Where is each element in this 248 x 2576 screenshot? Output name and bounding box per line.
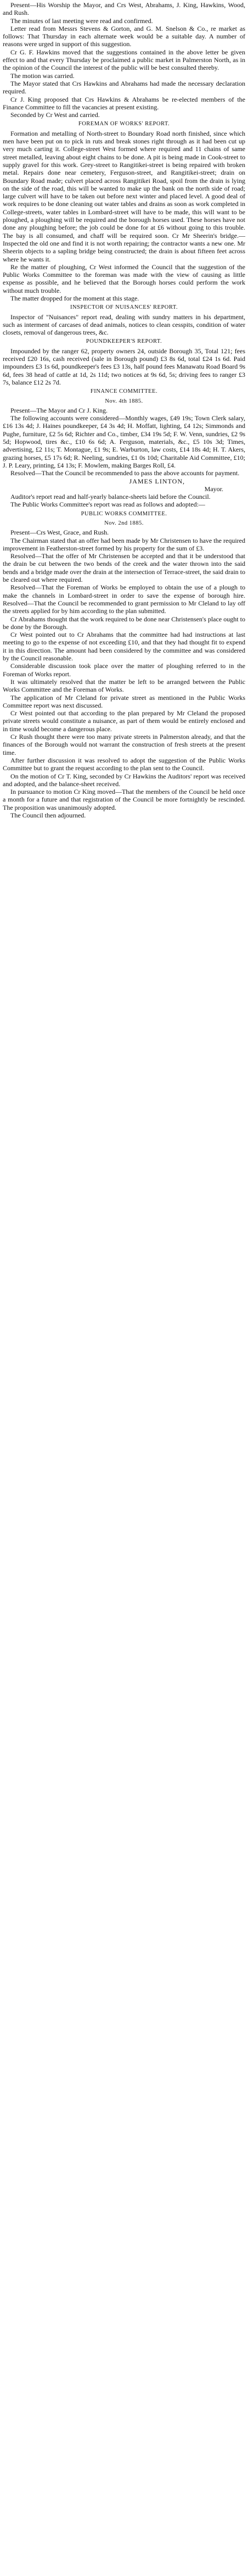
paragraph: Cr Rush thought there were too many private streets in Palmerston already, and that the finances of the Borough would not warrant the construction of fresh streets at the present time. [3, 733, 245, 756]
paragraph: Considerable discussion took place over the matter of ploughing referred to in the Foreman of Works report. [3, 662, 245, 678]
section-heading: Nov. 4th 1885. [105, 398, 143, 404]
paragraph: The Council then adjourned. [10, 811, 86, 819]
paragraph: The minutes of last meeting were read and confirmed. [10, 16, 153, 25]
paragraph: Present—Crs West, Grace, and Rush. [10, 528, 109, 537]
section-heading: INSPECTOR OF NUISANCES' REPORT. [70, 304, 178, 311]
paragraph: Resolved—That the Council be recommended to pass the above accounts for payment. [10, 469, 240, 477]
paragraph: It was ultimately resolved that the matter be left to be arranged between the Public Works Committee and the Foreman of Works. [3, 677, 245, 694]
paragraph: Present—The Mayor and Cr J. King. [10, 406, 108, 414]
paragraph: Present—His Worship the Mayor, and Crs West, Abrahams, J. King, Hawkins, Wood, and Rush. [3, 1, 245, 17]
section-heading: Nov. 2nd 1885. [104, 520, 144, 526]
paragraph: Cr G. F. Hawkins moved that the suggestions contained in the above letter be given effect to and that every Thursday be proclaimed a public market in Palmerston North, as in the opinion of the Council the interest of the public will be best consulted thereby. [3, 48, 245, 72]
section-heading: FOREMAN OF WORKS' REPORT. [78, 121, 170, 127]
paragraph: The application of Mr Cleland for private street as mentioned in the Public Works Committee report was next discussed. [3, 693, 245, 709]
paragraph: The following accounts were considered—Monthly wages, £49 19s; Town Clerk salary, £16 13s 4d; J. Haines poundkeeper, £4 3s 4d; H. Moffatt, lighting, £4 12s; Simmonds and Pughe, furniture, £2 5s 6d; Richter and Co., timber, £34 19s 5d; F. W. Venn, sundries, £2 9s 5d; Hopwood, tires &c., £10 6s 6d; A. Ferguson, materials, &c., £5 10s 3d; Times, advertising, £2 11s; T. Montague, £1 9s; E. Warburton, law costs, £14 18s 4d; H. T. Akers, grazing horses, £5 17s 6d; R. Neeling, sundries, £1 0s 10d; Charitable Aid Committee, £10; J. P. Leary, printing, £4 13s; F. Mowlem, making Barges Roll, £4. [3, 414, 245, 469]
section-heading: POUNDKEEPER'S REPORT. [86, 338, 162, 345]
paragraph: Cr Abrahams thought that the work required to be done near Christensen's place ought to be done by the Borough. [3, 615, 245, 631]
paragraph: Resolved—That the Foreman of Works be employed to obtain the use of a plough to make the channels in Lombard-street in order to save the expense of borough hire. Resolved—That the Council be recommended to grant permission to Mr Cleland to lay off the streets applied for by him according to the plan submitted. [3, 583, 245, 615]
paragraph: Cr J. King proposed that Crs Hawkins & Abrahams be re-elected members of the Finance Committee to fill the vacancies at present existing. [3, 95, 245, 111]
section-heading: FINANCE COMMITTEE. [90, 388, 158, 395]
paragraph: Impounded by the ranger 62, property owners 24, outside Borough 35, Total 121; fees received £20 16s, cash received (sale in Borough pound) £3 8s 6d, total £24 1s 6d. Paid impounders £3 1s 6d, poundkeeper's fees £3 13s, half pound fees Manawatu Road Board 9s 6d, fees 38 head of cattle at 1d, 2s 11d; two notices at 9s 6d, 5s; driving fees to ranger £3 7s, balance £12 2s 7d. [3, 347, 245, 386]
paragraph: Seconded by Cr West and carried. [10, 111, 100, 119]
paragraph: In pursuance to motion Cr King moved—That the members of the Council be held once a month for a future and that registration of the Council be more fortnightly be rescinded. The proposition was unanimously adopted. [3, 788, 245, 811]
paragraph: Cr West pointed out to Cr Abrahams that the committee had had instructions at last meeting to go to the expense of not exceeding £10, and that they had thought fit to expend it in this direction. The amount had been considered by the committee and was considered by the Council reasonable. [3, 631, 245, 663]
paragraph: On the motion of Cr T. King, seconded by Cr Hawkins the Auditors' report was received and adopted, and the balance-sheet received. [3, 772, 245, 788]
paragraph: Formation and metalling of North-street to Boundary Road north finished, since which men have been put on to pick in ruts and break stones right through as it had been cut up very much carting it. College-street West formed where required and 11 chains of same street metalled, leaving about eight chains to be done. A pit is being made in Cook-street to supply gravel for this work. Grey-street to Rangitikei-street is being repaired with broken metal. Repairs done near cemetery, Ferguson-street, and Rangitikei-street; drain on Boundary Road made; culvert placed across Rangitikei Road, spoil from the drain is lying on the side of the road, this will be wanted to make up the bank on the north side of road; large culvert will have to be taken out before next winter and placed level. A good deal of work requires to be done cleaning out water tables and drains as soon as work completed in College-streets, water tables in Lombard-street will have to be made, this will want to be ploughed, a ploughing will be required and the borough horses used. These horses have not done any ploughing before; the job could be done for at £6 without going to this trouble. The bay is all consumed, and chaff will be required soon. Cr Mr Sheerin's bridge.—Inspected the old one and find it is not worth repairing; the contractor wants a new one. Mr Sheerin objects to a sapling bridge being constructed; the drain is about fifteen feet across where he wants it. [3, 129, 245, 263]
paragraph: The Public Works Committee's report was read as follows and adopted:— [10, 500, 205, 509]
paragraph: Letter read from Messrs Stevens & Gorton, and G. M. Snelson & Co., re market as follows: That Thursday in each alternate week would be a suitable day. A number of reasons were urged in support of this suggestion. [3, 24, 245, 48]
paragraph: Re the matter of ploughing, Cr West informed the Council that the suggestion of the Public Works Committee to the foreman was made with the view of causing as little expense as possible, and he believed that the Borough horses could perform the work without much trouble. [3, 263, 245, 294]
paragraph: Resolved—That the offer of Mr Christensen be accepted and that it be understood that the drain be cut between the two bends of the creek and the water thrown into the said bends and a bridge made over the drain at the intersection of Terrace-street, the said drain to be cleared out where required. [3, 552, 245, 584]
signature-line: JAMES LINTON, [129, 477, 185, 485]
section-heading: PUBLIC WORKS COMMITTEE. [81, 510, 167, 517]
paragraph: The motion was carried. [10, 71, 75, 80]
paragraph: Auditor's report read and half-yearly balance-sheets laid before the Council. [10, 493, 211, 501]
paragraph: The Mayor stated that Crs Hawkins and Abrahams had made the necessary declaration required. [3, 79, 245, 96]
paragraph: The matter dropped for the moment at this stage. [10, 294, 139, 302]
paragraph: Inspector of "Nuisances" report read, dealing with sundry matters in his department, such as interment of carcases of dead animals, notices to clean cesspits, condition of water closets, removal of dangerous trees, &c. [3, 313, 245, 337]
paragraph: Cr West pointed out that according to the plan prepared by Mr Cleland the proposed private streets would constitute a nuisance, as part of them would be entirely enclosed and in time would become a dangerous place. [3, 709, 245, 733]
paragraph: After further discussion it was resolved to adopt the suggestion of the Public Works Committee but to grant the request according to the plan sent to the Council. [3, 756, 245, 772]
signature-line: Mayor. [204, 485, 223, 493]
paragraph: The Chairman stated that an offer had been made by Mr Christensen to have the required improvement in Featherston-street formed by his property for the sum of £3. [3, 536, 245, 552]
